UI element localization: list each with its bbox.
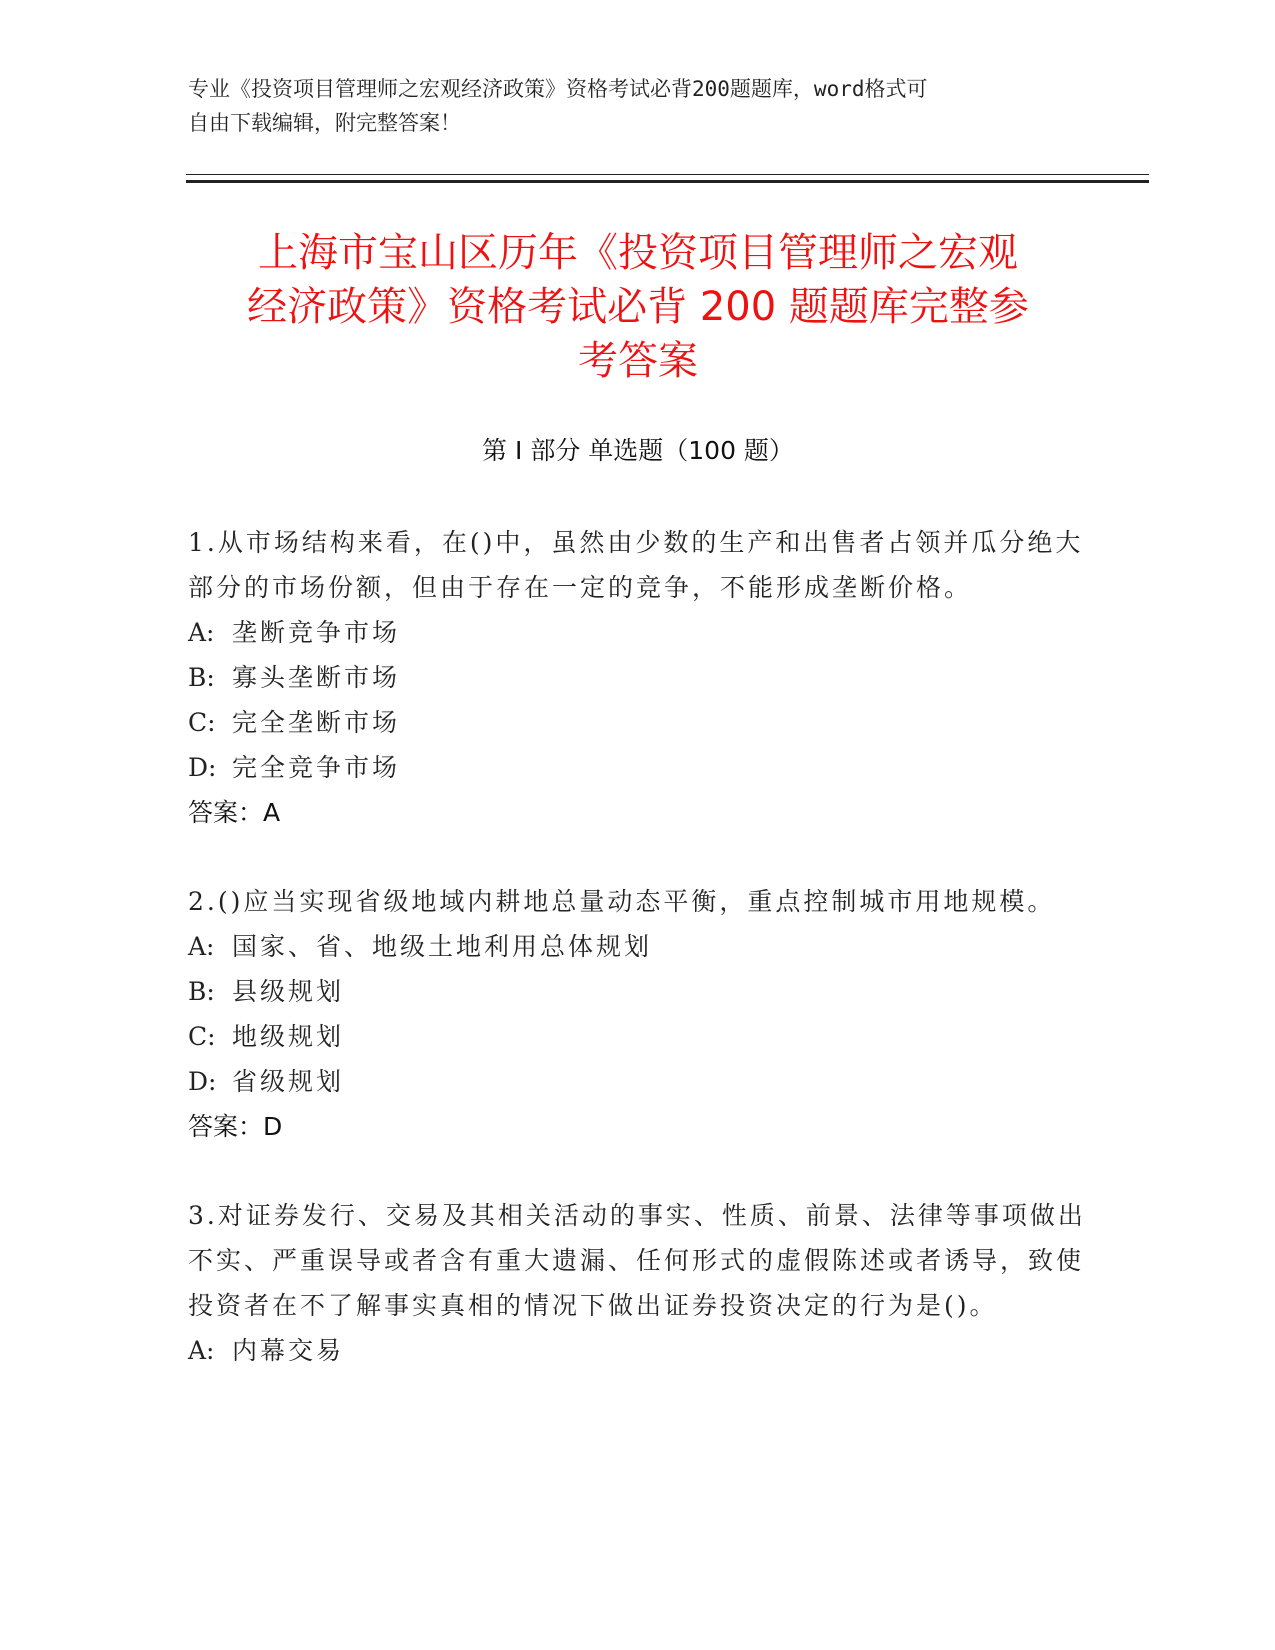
option-text: 内幕交易 bbox=[232, 1336, 345, 1365]
title-line: 上海市宝山区历年《投资项目管理师之宏观 bbox=[258, 230, 1018, 276]
option-text: 完全竞争市场 bbox=[232, 753, 401, 782]
option-letter: C: bbox=[188, 708, 216, 737]
divider-thick bbox=[186, 180, 1149, 183]
option-text: 县级规划 bbox=[232, 977, 345, 1006]
option-text: 垄断竞争市场 bbox=[232, 618, 401, 647]
option-text: 国家、省、地级土地利用总体规划 bbox=[232, 932, 653, 961]
question-list bbox=[188, 520, 1088, 1417]
answer-option bbox=[188, 1328, 1088, 1373]
section-heading: 第 I 部分 单选题（100 题） bbox=[482, 436, 794, 465]
answer-value: D bbox=[263, 1112, 283, 1141]
answer-prefix: 答案： bbox=[188, 1112, 264, 1141]
title-line: 经济政策》资格考试必背 200 题题库完整参 bbox=[247, 284, 1029, 330]
header-note-line: 自由下载编辑，附完整答案！ bbox=[188, 111, 461, 135]
question-item bbox=[188, 1193, 1088, 1373]
option-letter: A: bbox=[188, 932, 215, 961]
option-letter: B: bbox=[188, 663, 215, 692]
option-letter: A: bbox=[188, 1336, 215, 1365]
answer-option bbox=[188, 610, 1088, 655]
option-letter: D: bbox=[188, 1067, 217, 1096]
title-line: 考答案 bbox=[578, 338, 698, 384]
answer-prefix: 答案： bbox=[188, 798, 264, 827]
answer-option bbox=[188, 745, 1088, 790]
answer-option bbox=[188, 1014, 1088, 1059]
answer-option bbox=[188, 700, 1088, 745]
question-stem: 2.()应当实现省级地域内耕地总量动态平衡，重点控制城市用地规模。 bbox=[188, 887, 1056, 916]
option-letter: D: bbox=[188, 753, 217, 782]
question-item bbox=[188, 879, 1088, 1149]
option-text: 地级规划 bbox=[232, 1022, 345, 1051]
header-note bbox=[188, 72, 1068, 140]
option-letter: B: bbox=[188, 977, 215, 1006]
question-item bbox=[188, 520, 1088, 835]
answer-option bbox=[188, 1059, 1088, 1104]
document-title bbox=[188, 226, 1088, 388]
answer-line bbox=[188, 790, 1088, 835]
divider-thin bbox=[186, 174, 1149, 175]
option-letter: A: bbox=[188, 618, 215, 647]
header-note-line: 专业《投资项目管理师之宏观经济政策》资格考试必背200题题库，word格式可 bbox=[188, 77, 928, 101]
answer-option bbox=[188, 969, 1088, 1014]
question-stem: 1.从市场结构来看，在()中，虽然由少数的生产和出售者占领并瓜分绝大部分的市场份额，但由于存在一定的竞争，不能形成垄断价格。 bbox=[188, 528, 1084, 602]
answer-line bbox=[188, 1104, 1088, 1149]
option-text: 完全垄断市场 bbox=[232, 708, 401, 737]
option-letter: C: bbox=[188, 1022, 216, 1051]
answer-value: A bbox=[263, 798, 281, 827]
option-text: 省级规划 bbox=[232, 1067, 345, 1096]
question-stem: 3.对证券发行、交易及其相关活动的事实、性质、前景、法律等事项做出不实、严重误导或者含有重大遗漏、任何形式的虚假陈述或者诱导，致使投资者在不了解事实真相的情况下做出证券投资决定的行为是()。 bbox=[188, 1201, 1086, 1320]
option-text: 寡头垄断市场 bbox=[232, 663, 401, 692]
answer-option bbox=[188, 655, 1088, 700]
answer-option bbox=[188, 924, 1088, 969]
